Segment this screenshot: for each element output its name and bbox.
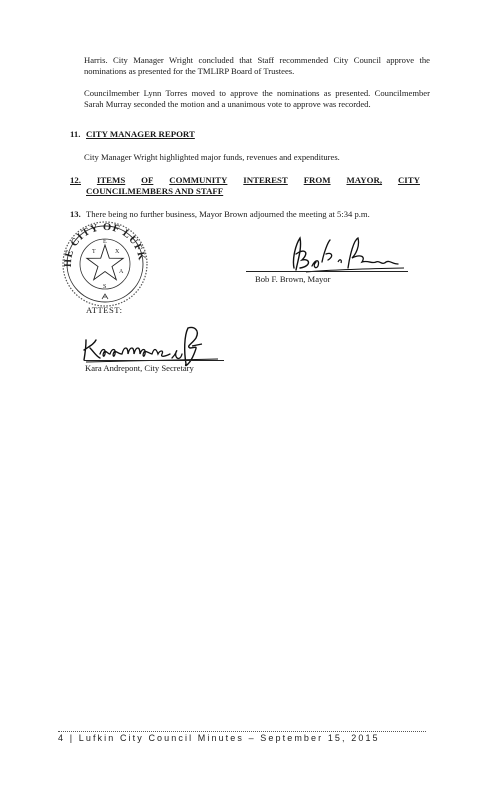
secretary-signature-icon — [80, 324, 220, 368]
section-12-word: OF — [141, 175, 154, 185]
secretary-name: Kara Andrepont, City Secretary — [85, 363, 194, 373]
mayor-signature-icon — [286, 232, 406, 274]
section-12-word: MAYOR, — [346, 175, 383, 185]
paragraph-nominations-conclusion: Harris. City Manager Wright concluded that Staff recommended City Council approve the nominations as presented for the TMLIRP Board of Trustees. — [84, 55, 430, 76]
seal-letter: E — [103, 239, 107, 245]
seal-letter: S — [103, 284, 107, 290]
paragraph-motion-vote: Councilmember Lynn Torres moved to approve the nominations as presented. Councilmember Sarah Murray seconded the motion and a unanimous vote to approve was recorded. — [84, 88, 430, 109]
section-13-number: 13. — [70, 209, 81, 219]
section-12-word: INTEREST — [243, 175, 288, 185]
seal-letter: X — [115, 249, 120, 255]
section-11-title: CITY MANAGER REPORT — [86, 129, 195, 139]
section-12-line-1 — [70, 175, 420, 186]
page-footer: 4 | Lufkin City Council Minutes – September 15, 2015 — [58, 733, 380, 743]
section-12-word: COMMUNITY — [169, 175, 228, 185]
secretary-signature-line — [84, 360, 224, 361]
section-12-number: 12. — [70, 175, 81, 185]
mayor-signature-line — [246, 271, 408, 272]
paragraph-city-manager-report: City Manager Wright highlighted major funds, revenues and expenditures. — [84, 152, 340, 162]
seal-ring-text: THE CITY OF LUFKIN — [50, 204, 148, 268]
section-11-heading — [70, 129, 195, 140]
mayor-name: Bob F. Brown, Mayor — [255, 274, 331, 284]
section-12-word: ITEMS — [96, 175, 126, 185]
section-12-line-2: COUNCILMEMBERS AND STAFF — [86, 186, 224, 196]
section-12-word: FROM — [303, 175, 331, 185]
section-13-text: There being no further business, Mayor Brown adjourned the meeting at 5:34 p.m. — [86, 209, 370, 219]
city-seal-icon — [50, 204, 155, 308]
seal-letter: A — [119, 269, 124, 275]
footer-rule — [58, 731, 426, 732]
attest-label: ATTEST: — [86, 305, 123, 315]
section-12-word: CITY — [397, 175, 420, 185]
section-12-heading — [70, 175, 420, 197]
section-11-number: 11. — [70, 129, 81, 139]
seal-letter: T — [92, 249, 96, 255]
